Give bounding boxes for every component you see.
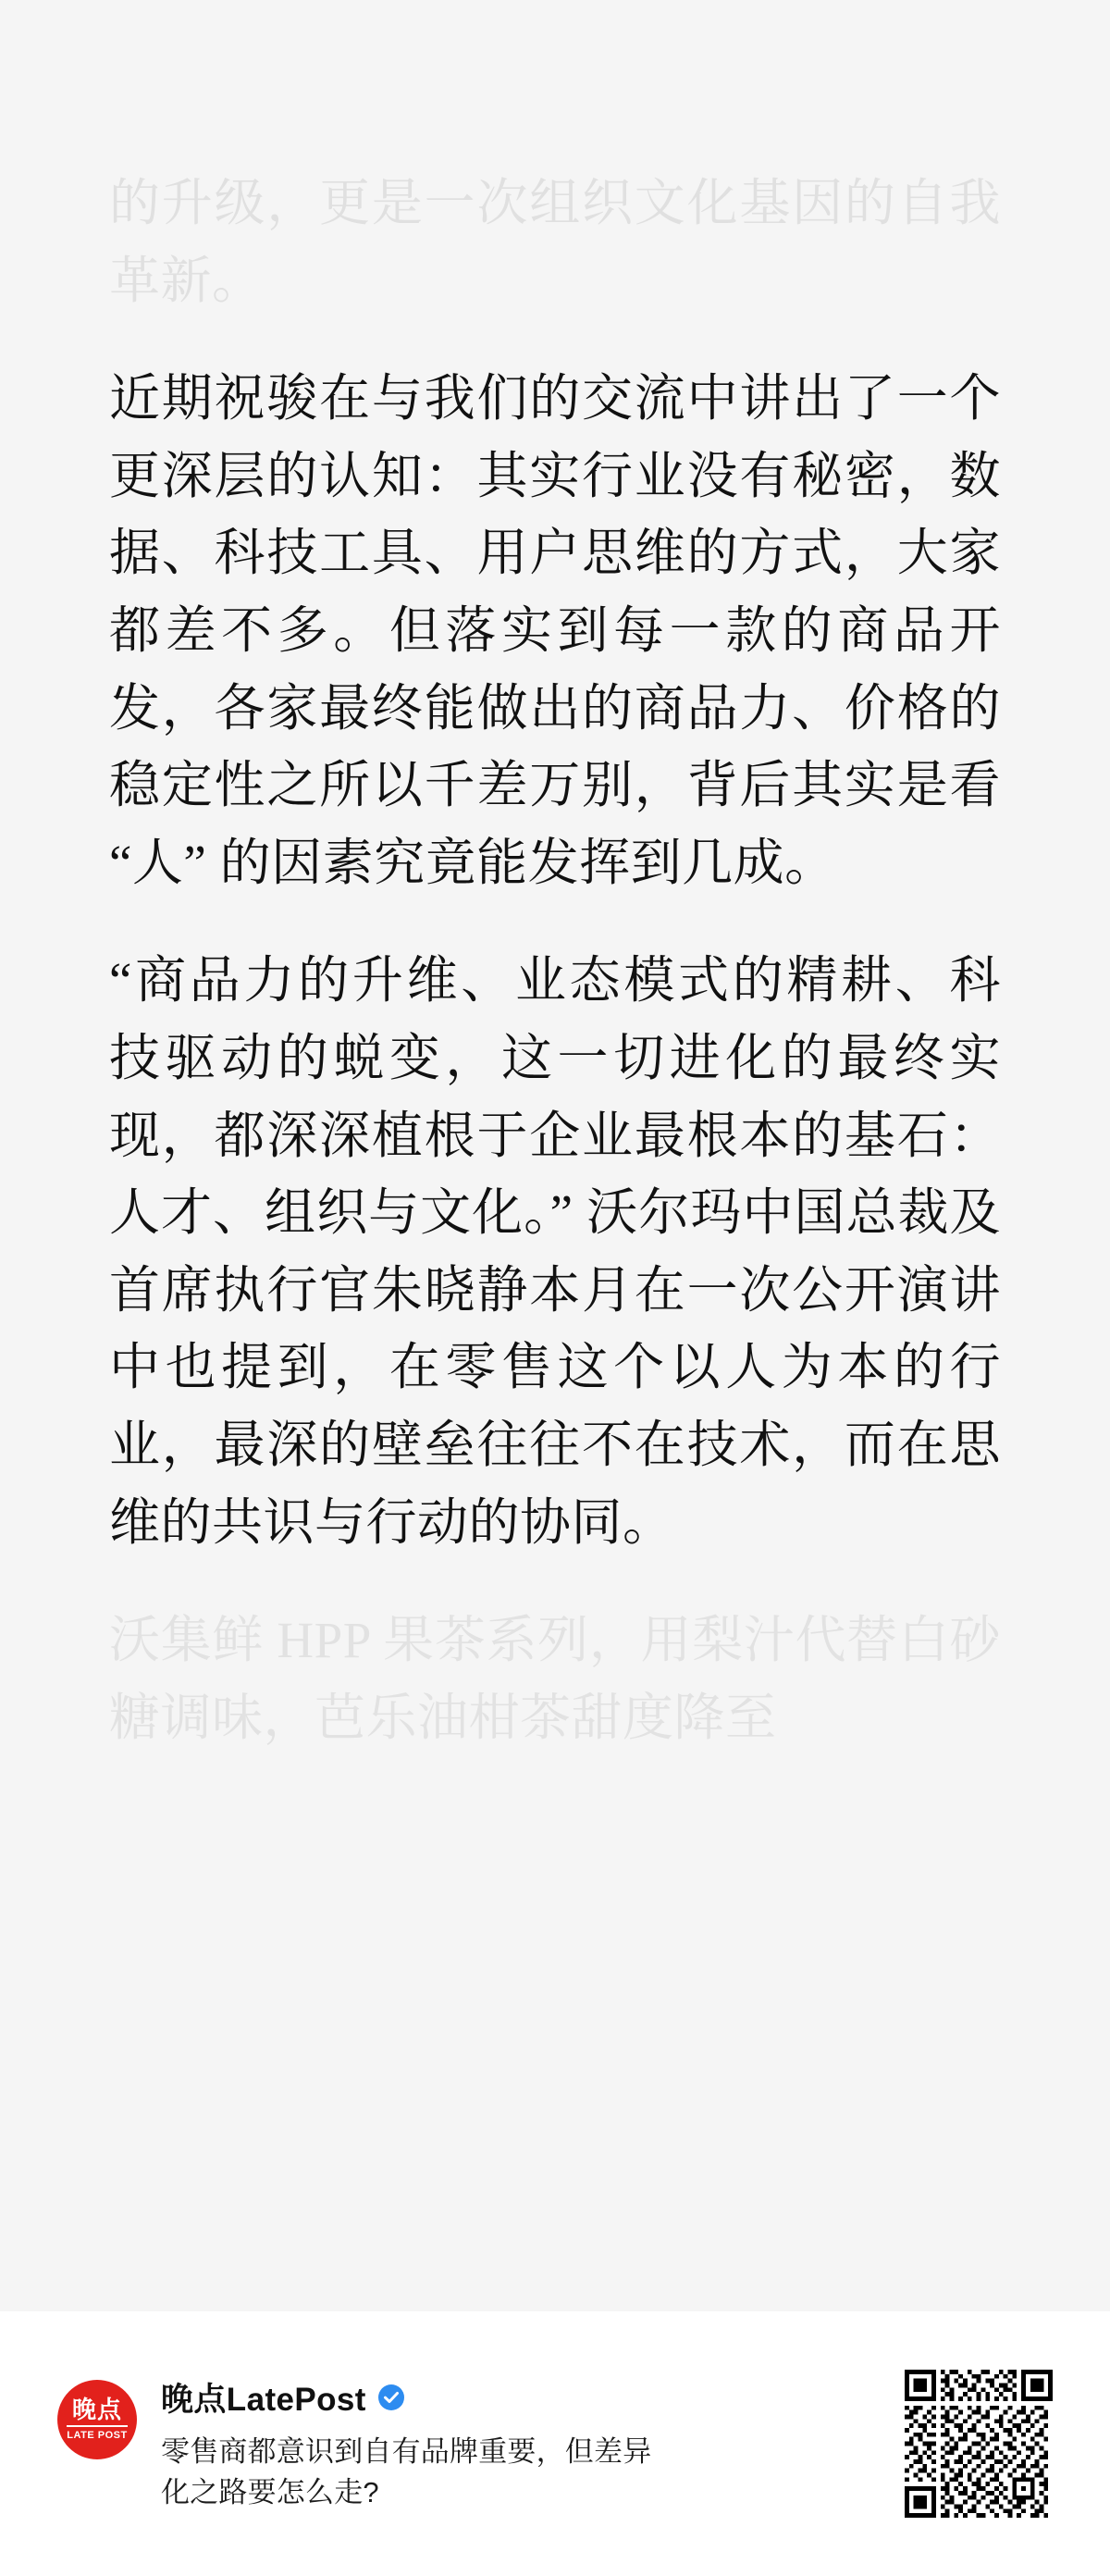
paragraph-2: “商品力的升维、业态模式的精耕、科技驱动的蜕变，这一切进化的最终实现，都深深植根于企业最根本的基石：人才、组织与文化。” 沃尔玛中国总裁及首席执行官朱晓静本月在一次公开演讲中也提到，在零售这个以人为本的行业，最深的壁垒往往不在技术，而在思维的共识与行动的协同。 [109, 952, 1001, 1551]
footer-text-block [161, 2374, 679, 2513]
latepost-logo [57, 2380, 137, 2459]
logo-chinese-text: 晚点 [71, 2396, 122, 2424]
footer-bar [0, 2311, 1110, 2576]
top-spacer [109, 0, 1001, 165]
paragraph-faded-bottom: 沃集鲜 HPP 果茶系列，用梨汁代替白砂糖调味，芭乐油柑茶甜度降至 [109, 1612, 1001, 1746]
account-name: 晚点LatePost [161, 2381, 366, 2418]
logo-english-text: LATE POST [67, 2425, 127, 2441]
paragraph-1: 近期祝骏在与我们的交流中讲出了一个更深层的认知：其实行业没有秘密，数据、科技工具、用户思维的方式，大家都差不多。但落实到每一款的商品开发，各家最终能做出的商品力、价格的稳定性之所以千差万别，背后其实是看 “人” 的因素究竟能发挥到几成。 [109, 370, 1001, 891]
qr-code-icon[interactable] [905, 2370, 1053, 2518]
footer-article-title: 零售商都意识到自有品牌重要，但差异化之路要怎么走? [161, 2434, 652, 2508]
paragraph-faded-top: 的升级，更是一次组织文化基因的自我革新。 [109, 175, 1001, 309]
verified-badge-icon [377, 2384, 405, 2411]
footer-account-block[interactable] [57, 2374, 877, 2513]
account-row [161, 2374, 679, 2421]
